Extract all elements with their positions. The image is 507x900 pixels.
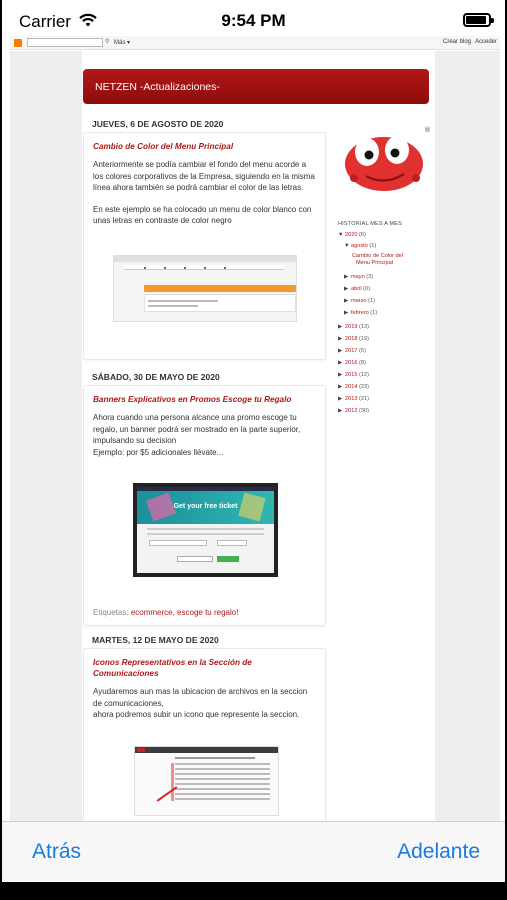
page-content <box>10 51 500 821</box>
more-menu[interactable]: Más ▾ <box>114 40 131 46</box>
bottom-navigation <box>2 821 505 882</box>
blog-search-input[interactable] <box>27 38 103 47</box>
create-blog-link[interactable]: Crear blog <box>442 39 471 45</box>
archive-year[interactable]: ▶ 2014 (23) <box>338 384 369 390</box>
archive-year[interactable]: ▶ 2013 (21) <box>338 396 369 402</box>
post-image[interactable] <box>133 483 278 577</box>
login-link[interactable]: Acceder <box>474 39 497 45</box>
archive-year[interactable]: ▶ 2018 (19) <box>338 336 369 342</box>
archive-month[interactable]: ▶ abril (0) <box>344 286 370 292</box>
post-body <box>93 686 315 731</box>
search-icon[interactable]: ⚲ <box>105 39 110 45</box>
post-image[interactable] <box>113 255 297 322</box>
post-card <box>83 385 326 626</box>
post-paragraph: Ayudaremos aun mas la ubicacion de archivos en la seccion de comunicaciones, <box>93 687 308 708</box>
post-card <box>83 648 326 838</box>
status-time: 9:54 PM <box>221 11 286 30</box>
post-body <box>93 159 315 237</box>
frame-edge <box>0 0 2 900</box>
post-body <box>93 412 315 468</box>
archive-month[interactable]: ▶ marzo (1) <box>344 298 375 304</box>
post-paragraph: Anteriormente se podía cambiar el fondo del menu acorde a los colores corporativos de la Empresa, siguiendo en la misma línea ahora también se podrá cambiar el color de las letras. <box>93 160 315 192</box>
mascot-logo <box>340 124 430 194</box>
post-card <box>83 132 326 360</box>
archive-post-link[interactable]: Menu Principal <box>356 260 393 266</box>
archive-year[interactable]: ▶ 2012 (30) <box>338 408 369 414</box>
battery-level <box>466 16 486 24</box>
labels-prefix: Etiquetas: <box>93 608 129 617</box>
blogger-logo-icon[interactable] <box>14 39 22 47</box>
carrier-label: Carrier <box>19 12 71 31</box>
archive-year[interactable]: ▶ 2016 (8) <box>338 360 366 366</box>
post-title[interactable]: Cambio de Color del Menu Principal <box>93 142 234 151</box>
post-paragraph: ahora podremos subir un icono que represente la seccion. <box>93 710 300 719</box>
archive-post-link[interactable]: Cambio de Color del <box>352 253 403 259</box>
blog-header[interactable] <box>83 69 429 104</box>
label-links[interactable]: ecommerce, escoge tu regalo! <box>130 608 239 617</box>
post-date: SÁBADO, 30 DE MAYO DE 2020 <box>92 372 220 382</box>
post-labels <box>93 608 238 617</box>
archive-month[interactable]: ▶ febrero (1) <box>344 310 378 316</box>
post-title[interactable]: Iconos Representativos en la Sección de Comunicaciones <box>93 658 252 678</box>
post-paragraph: Ahora cuando una persona alcance una promo escoge tu regalo, un banner podrá ser mostrado en la parte superior, impulsando su decision <box>93 413 301 445</box>
svg-text:®: ® <box>424 126 431 134</box>
forward-button[interactable]: Adelante <box>397 840 480 863</box>
battery-icon <box>463 13 491 27</box>
archive-month[interactable]: ▶ mayo (3) <box>344 274 374 280</box>
banner-text: Get your free ticket <box>173 503 238 510</box>
post-date: JUEVES, 6 DE AGOSTO DE 2020 <box>92 119 224 129</box>
back-button[interactable]: Atrás <box>32 840 82 863</box>
post-date: MARTES, 12 DE MAYO DE 2020 <box>92 635 219 645</box>
archive-year[interactable]: ▶ 2019 (13) <box>338 324 369 330</box>
archive-year[interactable]: ▶ 2015 (12) <box>338 372 369 378</box>
blog-title[interactable]: NETZEN -Actualizaciones- <box>95 81 220 93</box>
post-image[interactable] <box>134 746 279 816</box>
archive-month[interactable]: ▼agosto (1) <box>344 243 377 249</box>
post-paragraph: Ejemplo: por $5 adicionales llévate... <box>93 447 224 457</box>
archive-year[interactable]: ▶ 2017 (5) <box>338 348 366 354</box>
archive-year[interactable]: ▼2020 (6) <box>338 232 366 238</box>
post-title[interactable]: Banners Explicativos en Promos Escoge tu Regalo <box>93 395 292 404</box>
post-paragraph: En este ejemplo se ha colocado un menu de color blanco con unas letras en contraste de color negro <box>93 204 312 225</box>
frame-edge <box>0 882 507 900</box>
blogger-navbar <box>10 36 500 50</box>
archive-title: HISTORIAL MES A MES <box>338 221 403 227</box>
